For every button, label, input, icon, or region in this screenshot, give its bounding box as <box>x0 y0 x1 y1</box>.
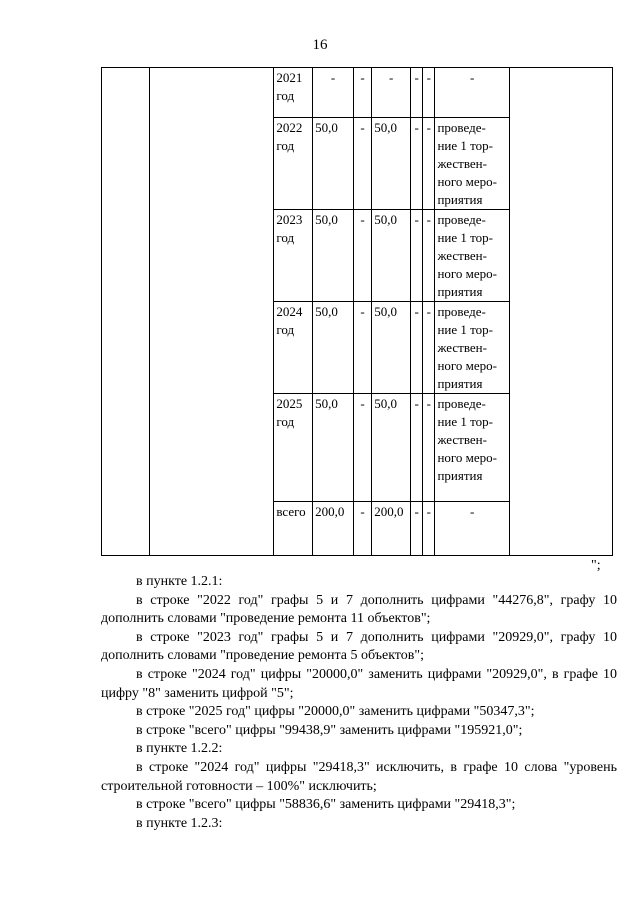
closing-quote-mark: "; <box>591 558 601 573</box>
description-line: приятия <box>437 468 483 483</box>
amendment-text <box>101 573 617 833</box>
regional-amount-cell: 50,0 <box>372 210 411 302</box>
local-amount-cell: - <box>411 502 423 556</box>
result-description-cell <box>435 118 509 210</box>
year-cell: 2022 год <box>274 118 313 210</box>
regional-amount-cell: 50,0 <box>372 302 411 394</box>
local-amount-cell: - <box>411 210 423 302</box>
paragraph: в строке "2023 год" графы 5 и 7 дополнить цифрами "20929,0", графу 10 дополнить словами "проведение ремонта 5 объектов"; <box>101 629 617 664</box>
description-line: - <box>470 504 475 519</box>
federal-amount-cell: - <box>353 210 371 302</box>
total-amount-cell: - <box>313 68 354 118</box>
total-amount-cell: 50,0 <box>313 394 354 502</box>
page-number: 16 <box>312 37 328 53</box>
other-amount-cell: - <box>423 210 435 302</box>
result-description-cell <box>435 210 509 302</box>
total-amount-cell: 50,0 <box>313 118 354 210</box>
total-amount-cell: 200,0 <box>313 502 354 556</box>
federal-amount-cell: - <box>353 118 371 210</box>
description-line: ного меро- <box>437 450 498 465</box>
other-amount-cell: - <box>423 302 435 394</box>
federal-amount-cell: - <box>353 502 371 556</box>
regional-amount-cell: 50,0 <box>372 118 411 210</box>
paragraph: в строке "всего" цифры "99438,9" заменить цифрами "195921,0"; <box>136 722 523 738</box>
description-line: ние 1 тор- <box>437 414 493 429</box>
result-description-cell <box>435 302 509 394</box>
total-amount-cell: 50,0 <box>313 210 354 302</box>
other-amount-cell: - <box>423 68 435 118</box>
description-line: жествен- <box>437 248 487 263</box>
description-line: жествен- <box>437 156 487 171</box>
description-line: ного меро- <box>437 358 498 373</box>
paragraph: в пункте 1.2.2: <box>136 741 223 757</box>
description-line: проведе- <box>437 304 486 319</box>
total-amount-cell: 50,0 <box>313 302 354 394</box>
table-body <box>102 68 613 556</box>
local-amount-cell: - <box>411 394 423 502</box>
paragraph: в строке "2025 год" цифры "20000,0" заменить цифрами "50347,3"; <box>136 704 535 720</box>
empty-cell <box>102 68 150 556</box>
description-line: приятия <box>437 284 483 299</box>
federal-amount-cell: - <box>353 302 371 394</box>
year-cell: 2025 год <box>274 394 313 502</box>
regional-amount-cell: 200,0 <box>372 502 411 556</box>
table-row <box>102 68 613 118</box>
description-line: приятия <box>437 192 483 207</box>
description-line: - <box>470 70 475 85</box>
result-description-cell <box>435 394 509 502</box>
result-description-cell <box>435 502 509 556</box>
empty-cell <box>509 68 612 556</box>
description-line: жествен- <box>437 340 487 355</box>
paragraph: в строке "2024 год" цифры "29418,3" исключить, в графе 10 слова "уровень строительной готовности – 100%" исключить; <box>101 759 617 794</box>
federal-amount-cell: - <box>353 394 371 502</box>
other-amount-cell: - <box>423 394 435 502</box>
paragraph: в строке "2024 год" цифры "20000,0" заменить цифрами "20929,0", в графе 10 цифру "8" заменить цифрой "5"; <box>101 666 617 701</box>
local-amount-cell: - <box>411 302 423 394</box>
result-description-cell <box>435 68 509 118</box>
description-line: проведе- <box>437 212 486 227</box>
paragraph: в строке "всего" цифры "58836,6" заменить цифрами "29418,3"; <box>136 797 516 813</box>
year-cell: 2021 год <box>274 68 313 118</box>
description-line: ного меро- <box>437 266 498 281</box>
local-amount-cell: - <box>411 68 423 118</box>
regional-amount-cell: - <box>372 68 411 118</box>
description-line: проведе- <box>437 396 486 411</box>
local-amount-cell: - <box>411 118 423 210</box>
description-line: жествен- <box>437 432 487 447</box>
regional-amount-cell: 50,0 <box>372 394 411 502</box>
description-line: проведе- <box>437 120 486 135</box>
budget-table <box>101 67 613 556</box>
year-cell: всего <box>274 502 313 556</box>
paragraph: в пункте 1.2.3: <box>136 815 223 831</box>
year-cell: 2024 год <box>274 302 313 394</box>
other-amount-cell: - <box>423 502 435 556</box>
paragraph: в пункте 1.2.1: <box>136 574 223 589</box>
description-line: ние 1 тор- <box>437 230 493 245</box>
description-line: ние 1 тор- <box>437 138 493 153</box>
federal-amount-cell: - <box>353 68 371 118</box>
empty-cell <box>149 68 273 556</box>
other-amount-cell: - <box>423 118 435 210</box>
year-cell: 2023 год <box>274 210 313 302</box>
description-line: приятия <box>437 376 483 391</box>
description-line: ние 1 тор- <box>437 322 493 337</box>
paragraph: в строке "2022 год" графы 5 и 7 дополнить цифрами "44276,8", графу 10 дополнить словами "проведение ремонта 11 объектов"; <box>101 592 617 627</box>
description-line: ного меро- <box>437 174 498 189</box>
